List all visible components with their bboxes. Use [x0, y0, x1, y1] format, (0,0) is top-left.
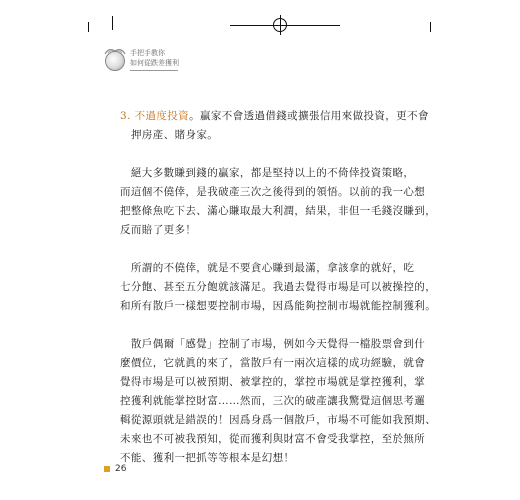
- crop-mark-left-2: [112, 16, 113, 30]
- paragraph-line: 絕大多數賺到錢的贏家，都是堅持以上的不倚倖投資策略，: [120, 167, 415, 179]
- header-rule: [130, 70, 178, 71]
- paragraph-line: 所謂的不僥倖，就是不要貪心賺到最滿，拿該拿的就好，吃: [120, 262, 415, 274]
- paragraph-line: 不能、獲利一把抓等等根本是幻想！: [120, 452, 295, 464]
- paragraph-line: 把整條魚吃下去、滿心賺取最大利潤，結果，非但一毛錢沒賺到，: [120, 205, 437, 217]
- paragraph-1: [120, 164, 437, 240]
- paragraph-line: 反而賠了更多！: [120, 224, 197, 236]
- section-heading-line: [120, 107, 429, 126]
- paragraph-line: 未來也不可被我預知，從而獲利與財富不會受我掌控，至於無所: [120, 433, 426, 445]
- section-number: 3.: [120, 110, 131, 122]
- series-title: [130, 48, 179, 68]
- page-number: 26: [115, 464, 127, 474]
- book-logo: [103, 45, 127, 73]
- logo-medallion-icon: [105, 51, 125, 71]
- paragraph-line: 和所有散戶一樣想要控制市場，因爲能夠控制市場就能控制獲利。: [120, 300, 437, 312]
- paragraph-line: 控獲利就能掌控財富……然而，三次的破產讓我驚覺這個思考邏: [120, 395, 426, 407]
- registration-mark-icon: [273, 18, 287, 32]
- folio-square-icon: [104, 466, 110, 472]
- section-text-line-2: 押房產、賭身家。: [131, 129, 219, 141]
- paragraph-line: 麼價位，它就眞的來了，當散戶有一兩次這樣的成功經驗，就會: [120, 357, 426, 369]
- series-title-line-2: 如何從跌差獲利: [130, 59, 179, 67]
- body-text: [120, 107, 437, 468]
- crop-mark-left: [88, 22, 89, 32]
- paragraph-3: [120, 335, 437, 468]
- paragraph-2: [120, 259, 437, 316]
- crop-mark-right: [430, 22, 431, 32]
- section-text-1: 。贏家不會透過借錢或擴張信用來做投資，更不會: [189, 110, 429, 122]
- paragraph-line: 輯從源頭就是錯誤的！因爲身爲一個散戶，市場不可能如我預期、: [120, 414, 437, 426]
- paragraph-line: 散戶偶爾「感覺」控制了市場，例如今天覺得一檔股票會到什: [120, 338, 426, 350]
- page-folio: [104, 464, 126, 474]
- paragraph-line: 七分飽、甚至五分飽就該滿足。我過去覺得市場是可以被操控的，: [120, 281, 437, 293]
- section-title: 不過度投資: [134, 110, 190, 122]
- paragraph-line: 而這個不僥倖，是我破產三次之後得到的領悟。以前的我一心想: [120, 186, 426, 198]
- paragraph-line: 覺得市場是可以被預期、被掌控的，掌控市場就是掌控獲利，掌: [120, 376, 426, 388]
- series-title-line-1: 手把手教你: [130, 49, 165, 57]
